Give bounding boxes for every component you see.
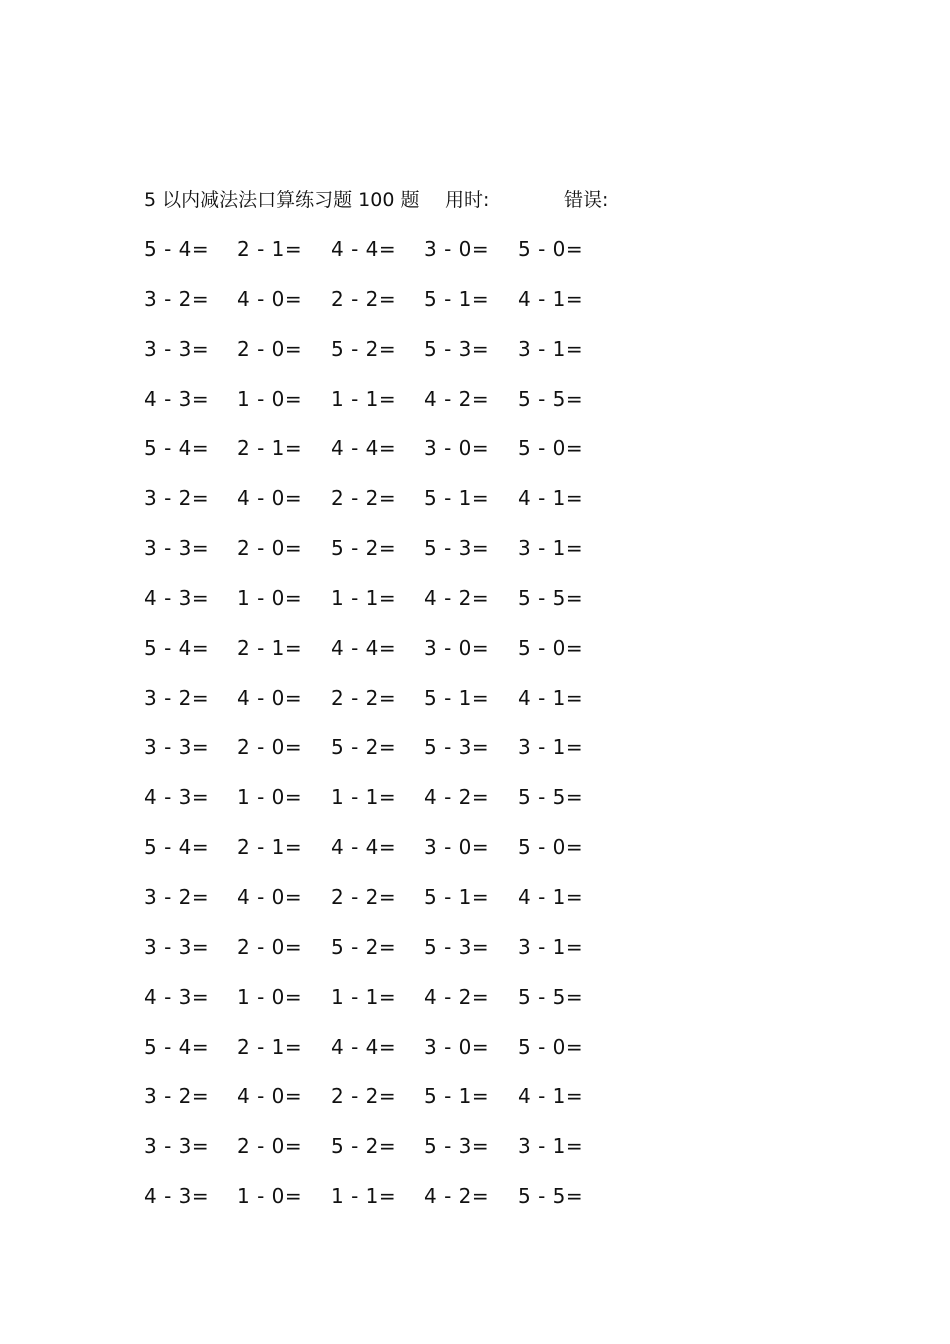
problem-item: 4 - 1=	[518, 486, 584, 511]
problem-item: 2 - 2=	[331, 685, 397, 710]
problem-item: 5 - 2=	[331, 934, 397, 959]
problem-item: 2 - 0=	[237, 735, 303, 760]
problem-item: 3 - 2=	[144, 286, 210, 311]
problem-item: 5 - 1=	[424, 486, 490, 511]
error-label: 错误:	[564, 189, 609, 211]
problem-item: 4 - 1=	[518, 884, 584, 909]
worksheet	[144, 184, 744, 1209]
problem-item: 5 - 2=	[331, 536, 397, 561]
problem-item: 1 - 1=	[331, 785, 397, 810]
problem-item: 3 - 1=	[518, 934, 584, 959]
problem-item: 4 - 0=	[237, 685, 303, 710]
problem-item: 5 - 4=	[144, 1034, 210, 1059]
problem-item: 4 - 4=	[331, 635, 397, 660]
problem-item: 3 - 1=	[518, 735, 584, 760]
problem-item: 5 - 0=	[518, 237, 584, 261]
problem-item: 1 - 1=	[331, 386, 397, 411]
problem-item: 1 - 0=	[237, 585, 303, 610]
problem-item: 4 - 3=	[144, 1184, 210, 1209]
problem-item: 5 - 1=	[424, 1084, 490, 1109]
problem-item: 5 - 3=	[424, 336, 490, 361]
problem-item: 1 - 1=	[331, 585, 397, 610]
problem-item: 5 - 4=	[144, 237, 210, 261]
problem-item: 3 - 3=	[144, 336, 210, 361]
problem-item: 5 - 2=	[331, 336, 397, 361]
problem-item: 4 - 4=	[331, 237, 397, 261]
problem-item: 5 - 1=	[424, 884, 490, 909]
problem-item: 5 - 1=	[424, 286, 490, 311]
problem-item: 4 - 2=	[424, 386, 490, 411]
problem-item: 3 - 3=	[144, 934, 210, 959]
problem-item: 4 - 4=	[331, 1034, 397, 1059]
problem-item: 3 - 3=	[144, 735, 210, 760]
problem-item: 2 - 2=	[331, 286, 397, 311]
problem-item: 5 - 0=	[518, 1034, 584, 1059]
problem-item: 1 - 0=	[237, 785, 303, 810]
problem-item: 2 - 1=	[237, 237, 303, 261]
problem-item: 3 - 3=	[144, 536, 210, 561]
problem-item: 3 - 2=	[144, 1084, 210, 1109]
problem-item: 4 - 0=	[237, 286, 303, 311]
problem-item: 4 - 2=	[424, 1184, 490, 1209]
worksheet-header	[144, 184, 744, 216]
problem-item: 2 - 0=	[237, 1134, 303, 1159]
problem-item: 4 - 0=	[237, 1084, 303, 1109]
problem-item: 3 - 1=	[518, 1134, 584, 1159]
problem-item: 3 - 0=	[424, 835, 490, 860]
problem-item: 5 - 3=	[424, 1134, 490, 1159]
problem-item: 5 - 2=	[331, 735, 397, 760]
problem-item: 5 - 3=	[424, 934, 490, 959]
problem-item: 4 - 4=	[331, 835, 397, 860]
problem-item: 5 - 4=	[144, 436, 210, 461]
problem-item: 5 - 1=	[424, 685, 490, 710]
problem-item: 1 - 1=	[331, 984, 397, 1009]
time-label: 用时:	[445, 189, 490, 211]
problem-item: 5 - 5=	[518, 785, 584, 810]
problem-item: 2 - 1=	[237, 635, 303, 660]
problem-item: 1 - 0=	[237, 386, 303, 411]
problem-item: 5 - 5=	[518, 1184, 584, 1209]
worksheet-title: 5 以内减法法口算练习题 100 题	[144, 189, 420, 211]
problem-item: 2 - 0=	[237, 536, 303, 561]
problem-item: 4 - 3=	[144, 984, 210, 1009]
problem-item: 4 - 0=	[237, 884, 303, 909]
problem-item: 5 - 0=	[518, 835, 584, 860]
problem-item: 3 - 0=	[424, 436, 490, 461]
problem-item: 5 - 3=	[424, 735, 490, 760]
problem-item: 3 - 2=	[144, 486, 210, 511]
problem-item: 1 - 0=	[237, 984, 303, 1009]
problem-item: 4 - 3=	[144, 386, 210, 411]
problem-item: 5 - 5=	[518, 984, 584, 1009]
problem-item: 3 - 2=	[144, 884, 210, 909]
problem-item: 3 - 1=	[518, 336, 584, 361]
problem-item: 3 - 0=	[424, 1034, 490, 1059]
problem-item: 4 - 1=	[518, 685, 584, 710]
problem-item: 4 - 3=	[144, 585, 210, 610]
problem-item: 4 - 1=	[518, 1084, 584, 1109]
problem-item: 3 - 0=	[424, 635, 490, 660]
problem-item: 4 - 3=	[144, 785, 210, 810]
problem-item: 2 - 1=	[237, 835, 303, 860]
problem-item: 5 - 4=	[144, 835, 210, 860]
problem-item: 5 - 0=	[518, 635, 584, 660]
problem-item: 2 - 0=	[237, 934, 303, 959]
problem-item: 2 - 1=	[237, 436, 303, 461]
problem-item: 5 - 5=	[518, 585, 584, 610]
problem-item: 1 - 0=	[237, 1184, 303, 1209]
problem-item: 5 - 5=	[518, 386, 584, 411]
problem-item: 3 - 3=	[144, 1134, 210, 1159]
problem-item: 2 - 2=	[331, 486, 397, 511]
problem-item: 5 - 3=	[424, 536, 490, 561]
problem-item: 4 - 2=	[424, 785, 490, 810]
problem-item: 4 - 2=	[424, 984, 490, 1009]
problem-item: 3 - 2=	[144, 685, 210, 710]
problem-item: 2 - 2=	[331, 1084, 397, 1109]
problem-item: 2 - 1=	[237, 1034, 303, 1059]
problem-item: 5 - 0=	[518, 436, 584, 461]
problem-item: 4 - 4=	[331, 436, 397, 461]
problem-item: 3 - 0=	[424, 237, 490, 261]
problem-item: 2 - 0=	[237, 336, 303, 361]
problem-item: 4 - 1=	[518, 286, 584, 311]
problem-item: 4 - 0=	[237, 486, 303, 511]
problem-item: 3 - 1=	[518, 536, 584, 561]
problem-item: 5 - 2=	[331, 1134, 397, 1159]
problem-item: 1 - 1=	[331, 1184, 397, 1209]
problem-item: 2 - 2=	[331, 884, 397, 909]
problem-item: 4 - 2=	[424, 585, 490, 610]
problem-item: 5 - 4=	[144, 635, 210, 660]
